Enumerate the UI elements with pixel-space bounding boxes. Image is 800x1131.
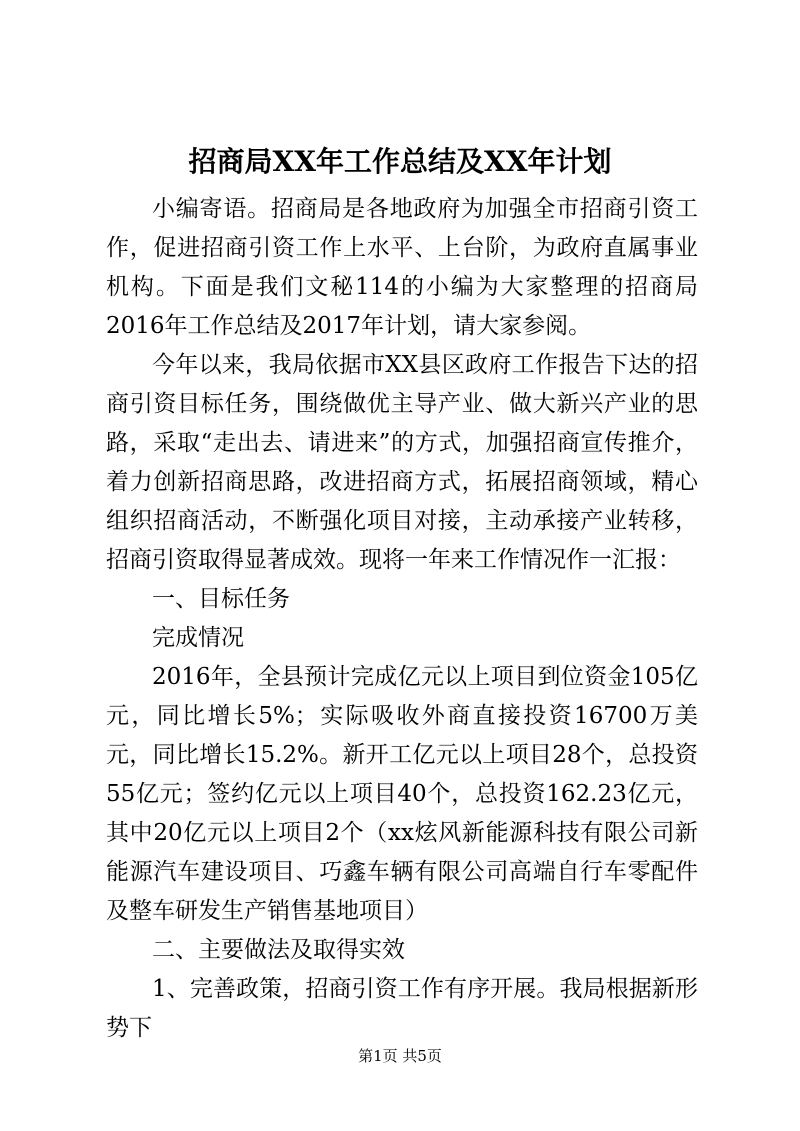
section-heading-targets: 一、目标任务 <box>152 586 290 612</box>
intro-paragraph: 小编寄语。招商局是各地政府为加强全市招商引资工作，促进招商引资工作上水平、上台阶，为政府直属事业机构。下面是我们文秘114的小编为大家整理的招商局2016年工作总结及2017年计划，请大家参阅。 <box>106 196 698 339</box>
document-body <box>106 190 698 1048</box>
practice-item-paragraph: 1、完善政策，招商引资工作有序开展。我局根据新形势下 <box>106 976 698 1041</box>
page-footer: 第1页 共5页 <box>358 1047 442 1065</box>
document-title: 招商局XX年工作总结及XX年计划 <box>188 145 612 178</box>
section-heading-practices: 二、主要做法及取得实效 <box>152 937 405 963</box>
subsection-heading-completion: 完成情况 <box>152 625 244 651</box>
overview-paragraph: 今年以来，我局依据市XX县区政府工作报告下达的招商引资目标任务，围绕做优主导产业、做大新兴产业的思路，采取“走出去、请进来”的方式，加强招商宣传推介，着力创新招商思路，改进招商方式，拓展招商领域，精心组织招商活动，不断强化项目对接，主动承接产业转移，招商引资取得显著成效。现将一年来工作情况作一汇报： <box>106 352 698 573</box>
completion-details-paragraph: 2016年，全县预计完成亿元以上项目到位资金105亿元，同比增长5%；实际吸收外商直接投资16700万美元，同比增长15.2%。新开工亿元以上项目28个，总投资55亿元；签约亿元以上项目40个，总投资162.23亿元，其中20亿元以上项目2个（xx炫风新能源科技有限公司新能源汽车建设项目、巧鑫车辆有限公司高端自行车零配件及整车研发生产销售基地项目） <box>106 664 698 924</box>
